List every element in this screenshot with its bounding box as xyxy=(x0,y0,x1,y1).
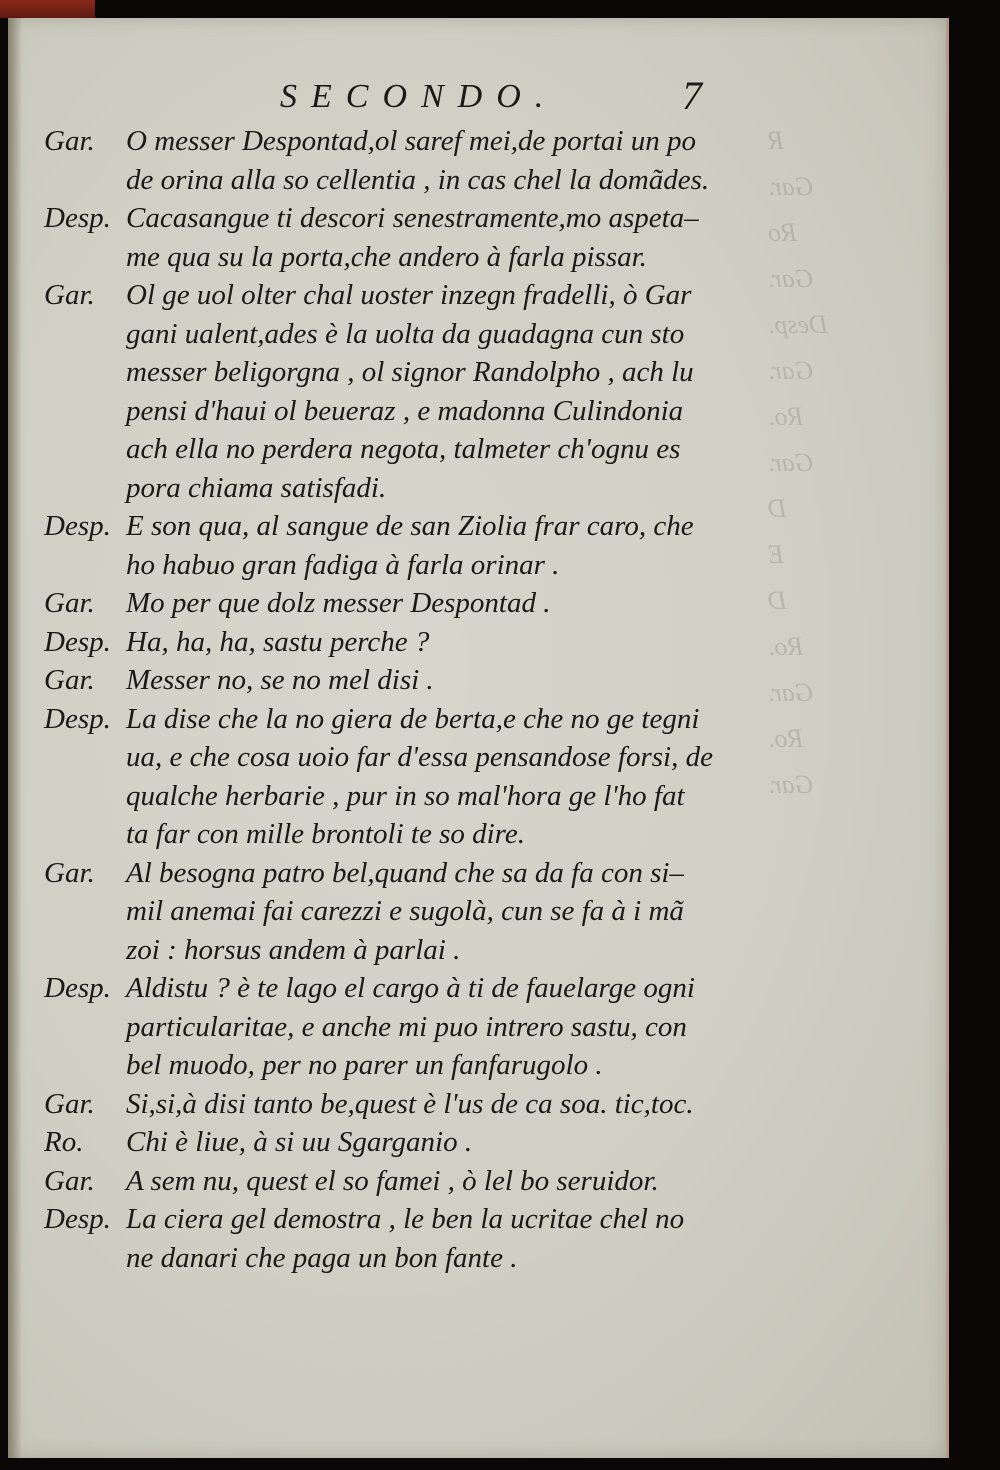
bleed-through-word: Gar. xyxy=(768,448,814,477)
speech-lines xyxy=(126,199,764,276)
speech-block xyxy=(44,1123,764,1162)
speech-block xyxy=(44,276,764,507)
speaker-name: Desp. xyxy=(44,510,111,542)
speech-block xyxy=(44,854,764,970)
text-line: La dise che la no giera de berta,e che no ge tegni xyxy=(126,702,700,735)
speech-lines xyxy=(126,700,764,854)
speech-block xyxy=(44,584,764,623)
speech-lines xyxy=(126,1085,764,1124)
text-line: A sem nu, quest el so famei , ò lel bo seruidor. xyxy=(126,1164,659,1197)
speech-lines xyxy=(126,854,764,970)
text-line: pensi d'haui ol beueraz , e madonna Culindonia xyxy=(126,394,684,427)
text-line: me qua su la porta,che andero à farla pissar. xyxy=(126,240,647,273)
text-line: Chi è liue, à si uu Sgarganio . xyxy=(126,1126,473,1158)
page-gutter-shadow xyxy=(8,18,22,1458)
bleed-through-word: D xyxy=(768,494,787,523)
bleed-through-word: Gar. xyxy=(768,172,814,201)
bleed-through-word: E xyxy=(768,540,784,569)
bleed-through-word: Gar. xyxy=(768,678,814,707)
speech-block xyxy=(44,1162,764,1201)
text-line: Messer no, se no mel disi . xyxy=(126,664,434,696)
speech-lines xyxy=(126,661,764,700)
text-line: ach ella no perdera negota, talmeter ch'ognu es xyxy=(126,433,681,465)
speech-block xyxy=(44,1085,764,1124)
text-line: mil anemai fai carezzi e sugolà, cun se fa à i mã xyxy=(126,895,684,927)
text-line: ho habuo gran fadiga à farla orinar . xyxy=(126,548,560,581)
text-line: O messer Despontad,ol saref mei,de portai un po xyxy=(126,125,697,157)
bleed-through-word: Ro. xyxy=(768,632,804,661)
text-line: particularitae, e anche mi puo intrero sastu, con xyxy=(126,1010,687,1043)
speech-lines xyxy=(126,1200,764,1277)
speaker-name: Gar. xyxy=(44,125,95,157)
speech-lines xyxy=(126,276,764,507)
bleed-through-word: Desp. xyxy=(768,310,828,339)
text-line: Aldistu ? è te lago el cargo à ti de fauelarge ogni xyxy=(126,972,695,1004)
bleed-through-word: Ro xyxy=(768,218,797,247)
speech-lines xyxy=(126,122,764,199)
speech-lines xyxy=(126,584,764,623)
speech-lines xyxy=(126,969,764,1085)
speaker-name: Desp. xyxy=(44,972,111,1004)
bleed-through-word: R xyxy=(768,126,784,155)
text-line: Ol ge uol olter chal uoster inzegn fradelli, ò Gar xyxy=(126,279,692,311)
speaker-name: Desp. xyxy=(44,702,111,735)
text-line: ta far con mille brontoli te so dire. xyxy=(126,818,525,850)
speech-block xyxy=(44,122,764,199)
speech-lines xyxy=(126,1123,764,1162)
bleed-through-word: D xyxy=(768,586,787,615)
text-line: Mo per que dolz messer Despontad . xyxy=(126,587,551,619)
speaker-name: Gar. xyxy=(44,1087,95,1120)
text-line: ne danari che paga un bon fante . xyxy=(126,1241,518,1274)
text-line: La ciera gel demostra , le ben la ucritae chel no xyxy=(126,1203,685,1235)
bleed-through-word: Ro. xyxy=(768,402,804,431)
speaker-name: Desp. xyxy=(44,1203,111,1235)
speech-lines xyxy=(126,623,764,662)
speaker-name: Gar. xyxy=(44,664,95,696)
speech-block xyxy=(44,623,764,662)
bleed-through-word: Gar. xyxy=(768,356,814,385)
text-line: zoi : horsus andem à parlai . xyxy=(126,933,461,966)
text-line: messer beligorgna , ol signor Randolpho , ach lu xyxy=(126,356,694,388)
running-head: SECONDO. xyxy=(280,78,558,115)
speaker-name: Desp. xyxy=(44,202,111,234)
text-line: gani ualent,ades è la uolta da guadagna cun sto xyxy=(126,317,685,350)
bleed-through-word: Gar. xyxy=(768,770,814,799)
speech-block xyxy=(44,969,764,1085)
speaker-name: Gar. xyxy=(44,587,95,619)
dialogue-text xyxy=(44,122,764,1277)
page-number: 7 xyxy=(682,73,702,118)
text-line: qualche herbarie , pur in so mal'hora ge l'ho fat xyxy=(126,779,685,812)
speaker-name: Gar. xyxy=(44,856,95,889)
bleed-through-text xyxy=(768,118,938,1368)
speaker-name: Gar. xyxy=(44,1164,95,1197)
speaker-name: Ro. xyxy=(44,1126,84,1158)
bleed-through-word: Ro. xyxy=(768,724,804,753)
speech-block xyxy=(44,661,764,700)
red-binding-tab xyxy=(0,0,95,18)
text-line: Si,si,à disi tanto be,quest è l'us de ca soa. tic,toc. xyxy=(126,1087,694,1120)
text-line: ua, e che cosa uoio far d'essa pensandose forsi, de xyxy=(126,741,713,773)
speech-block xyxy=(44,700,764,854)
bleed-through-word: Gar. xyxy=(768,264,814,293)
speech-lines xyxy=(126,1162,764,1201)
text-line: Al besogna patro bel,quand che sa da fa con si– xyxy=(126,856,684,889)
text-line: de orina alla so cellentia , in cas chel la domãdes. xyxy=(126,163,710,196)
speech-lines xyxy=(126,507,764,584)
speaker-name: Gar. xyxy=(44,279,95,311)
text-line: bel muodo, per no parer un fanfarugolo . xyxy=(126,1049,603,1081)
page-header xyxy=(280,73,720,122)
speech-block xyxy=(44,507,764,584)
speech-block xyxy=(44,1200,764,1277)
text-line: E son qua, al sangue de san Ziolia frar caro, che xyxy=(126,510,694,542)
speech-block xyxy=(44,199,764,276)
text-line: pora chiama satisfadi. xyxy=(126,471,387,504)
text-line: Cacasangue ti descori senestramente,mo aspeta– xyxy=(126,202,699,234)
speaker-name: Desp. xyxy=(44,625,111,658)
text-line: Ha, ha, ha, sastu perche ? xyxy=(126,625,430,658)
